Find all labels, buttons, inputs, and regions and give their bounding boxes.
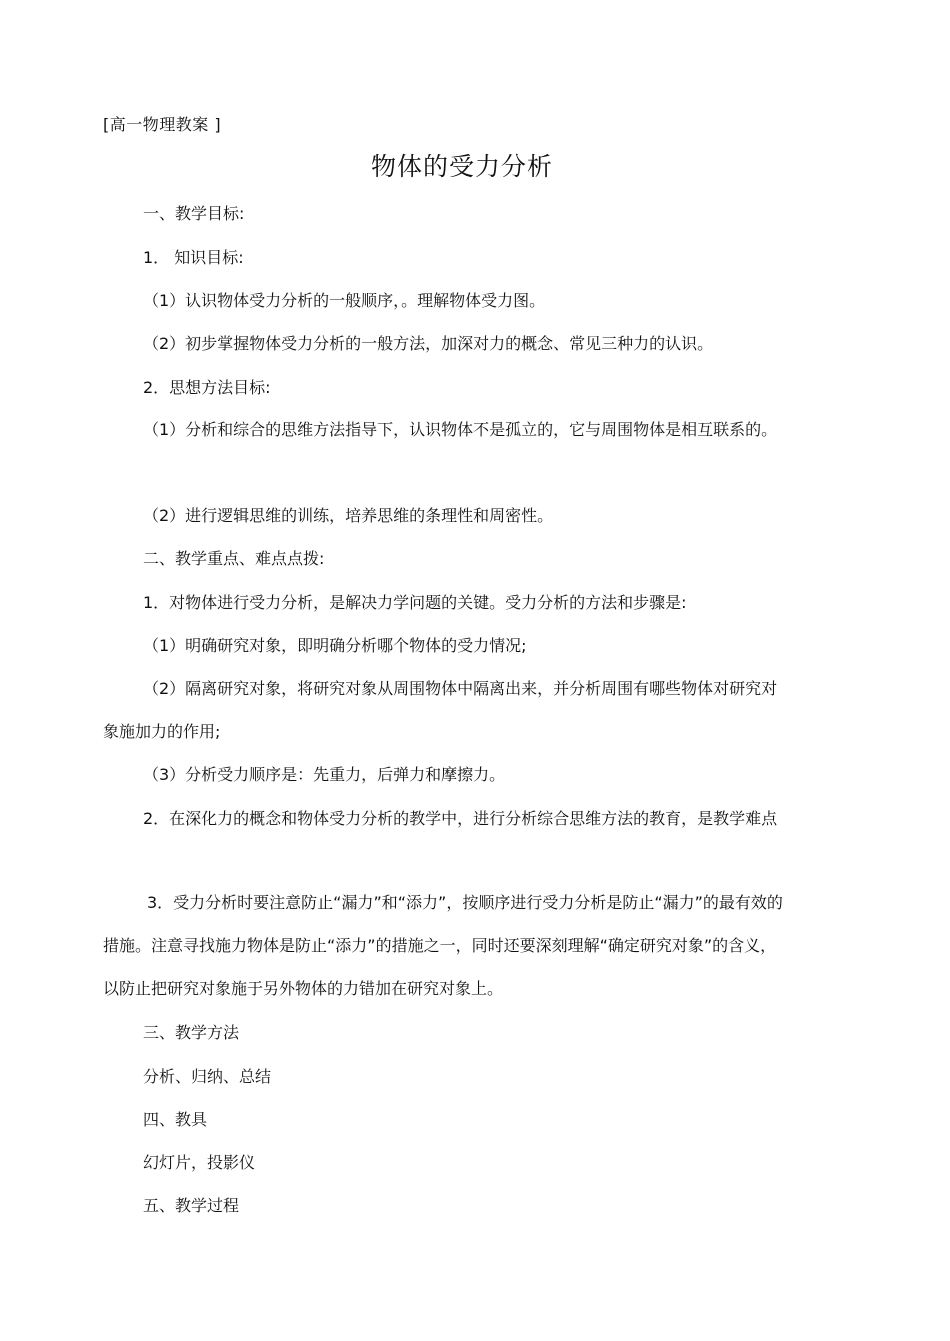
paragraph: （1）明确研究对象，即明确分析哪个物体的受力情况; (143, 636, 527, 655)
paragraph: 2．在深化力的概念和物体受力分析的教学中，进行分析综合思维方法的教育，是教学难点 (143, 809, 778, 828)
paragraph: （2）进行逻辑思维的训练，培养思维的条理性和周密性。 (143, 506, 554, 525)
paragraph: 3．受力分析时要注意防止“漏力”和“添力”，按顺序进行受力分析是防止“漏力”的最有效的措施。注意寻找施力物体是防止“添力”的措施之一，同时还要深刻理解“确定研究对象”的含义，以防止把研究对象施于另外物体的力错加在研究对象上。 (103, 893, 783, 998)
paragraph: （1）分析和综合的思维方法指导下，认识物体不是孤立的，它与周围物体是相互联系的。 (143, 420, 778, 439)
paragraph: 1．对物体进行受力分析，是解决力学问题的关键。受力分析的方法和步骤是: (143, 593, 687, 612)
paragraph: （2）初步掌握物体受力分析的一般方法，加深对力的概念、常见三种力的认识。 (143, 334, 714, 353)
subheading-method: 2．思想方法目标: (143, 378, 271, 397)
paragraph: （2）隔离研究对象，将研究对象从周围物体中隔离出来，并分析周围有哪些物体对研究对象施加力的作用; (103, 679, 778, 741)
section-heading-tools: 四、教具 (143, 1110, 208, 1129)
subheading-knowledge: 1． 知识目标: (143, 248, 244, 267)
paragraph: （3）分析受力顺序是：先重力，后弹力和摩擦力。 (143, 765, 506, 784)
paragraph: 分析、归纳、总结 (143, 1067, 272, 1086)
section-heading-process: 五、教学过程 (143, 1196, 240, 1215)
section-heading-objectives: 一、教学目标: (143, 204, 245, 223)
paragraph: （1）认识物体受力分析的一般顺序，。理解物体受力图。 (143, 291, 546, 310)
header-tag: [高一物理教案 ] (103, 115, 222, 134)
section-heading-methods: 三、教学方法 (143, 1023, 240, 1042)
page-title: 物体的受力分析 (370, 152, 553, 181)
section-heading-key-points: 二、教学重点、难点点拨: (143, 549, 325, 568)
paragraph: 幻灯片，投影仪 (143, 1153, 256, 1172)
